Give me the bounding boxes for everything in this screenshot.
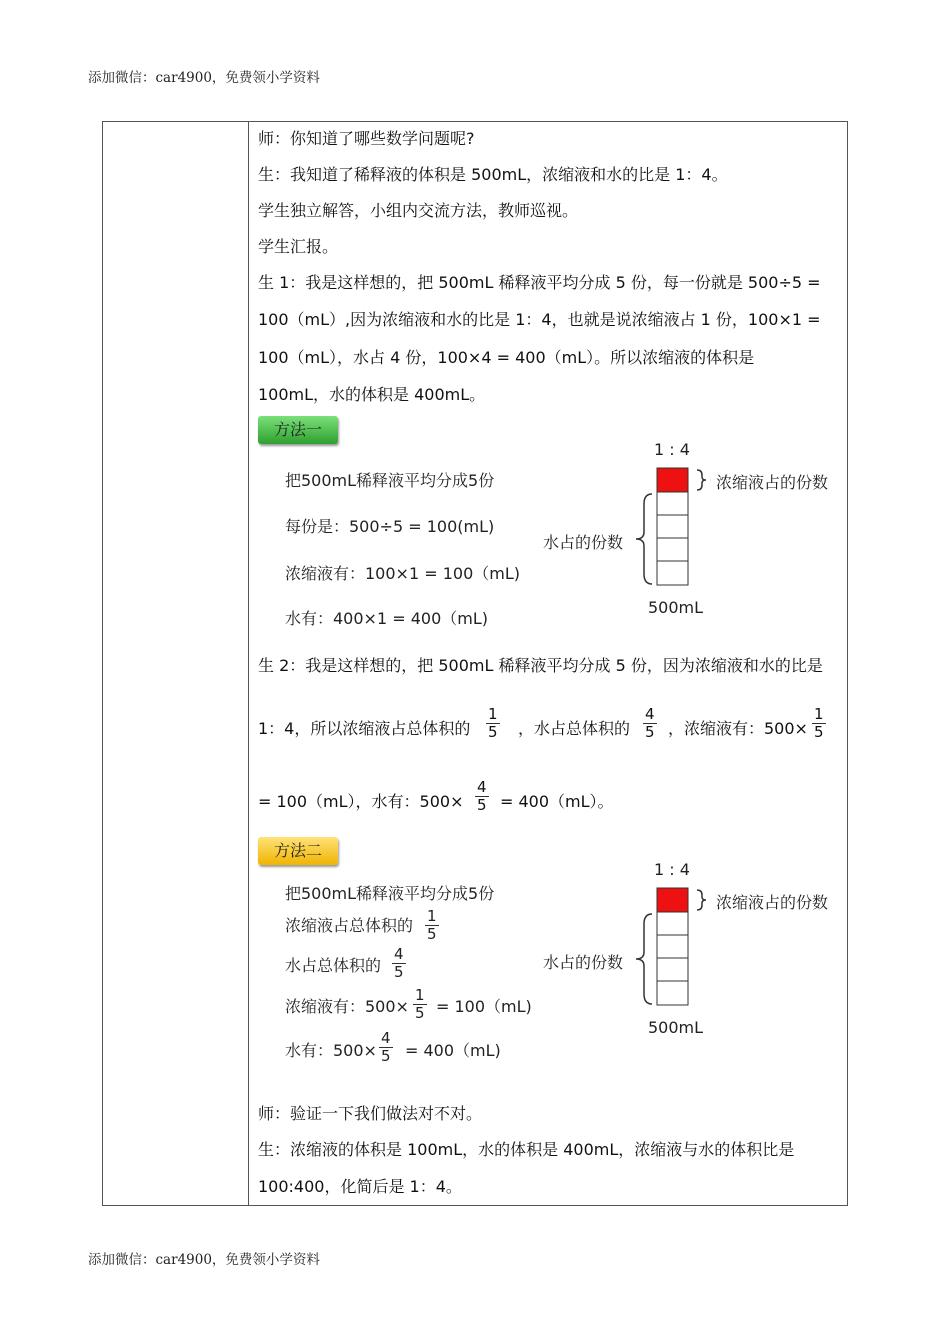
method1-step1: 把500mL稀释液平均分成5份 xyxy=(285,471,495,490)
fraction-one-fifth-b: $\frac{1}{5}$ xyxy=(814,705,824,741)
fraction-four-fifths: $\frac{4}{5}$ xyxy=(645,705,655,741)
water-part xyxy=(657,912,688,935)
method2-step4a: 浓缩液有：500× xyxy=(285,997,409,1016)
method1-badge: 方法一 xyxy=(258,416,338,444)
method2-water-label: 水占的份数 xyxy=(543,953,624,972)
method2-fraction-one-fifth-b: 1 5 xyxy=(415,986,425,1022)
water-part xyxy=(657,492,688,515)
page-footer: 添加微信：car4900，免费领小学资料 xyxy=(88,1252,320,1268)
text-student-verify: 生：浓缩液的体积是 100mL，水的体积是 400mL，浓缩液与水的体积比是 xyxy=(258,1140,795,1159)
text-teacher-verify: 师：验证一下我们做法对不对。 xyxy=(258,1104,483,1123)
water-part xyxy=(657,515,688,538)
page-header: 添加微信：car4900，免费领小学资料 xyxy=(88,70,320,86)
text-student1-line3: 100（mL），水占 4 份，100×4 = 400（mL）。所以浓缩液的体积是 xyxy=(258,348,755,367)
concentrate-brace xyxy=(697,470,706,490)
concentrate-brace xyxy=(697,890,706,910)
water-brace xyxy=(636,914,652,1004)
text-student1-line4: 100mL，水的体积是 400mL。 xyxy=(258,385,486,404)
method1-total: 500mL xyxy=(648,598,704,617)
fraction-one-fifth: $\frac{1}{5}$ xyxy=(488,705,498,741)
method1-water-label: 水占的份数 xyxy=(543,533,624,552)
water-part xyxy=(657,958,688,981)
table-column-divider xyxy=(248,121,249,1206)
method1-step2: 每份是：500÷5 = 100(mL) xyxy=(285,517,495,536)
method2-step3: 水占总体积的 xyxy=(285,956,382,975)
text-student-verify-2: 100:400，化简后是 1：4。 xyxy=(258,1177,462,1196)
text-teacher-question: 师：你知道了哪些数学问题呢? xyxy=(258,129,475,148)
method1-conc-label: 浓缩液占的份数 xyxy=(716,473,829,492)
method1-ratio: 1 : 4 xyxy=(654,440,690,459)
method1-bar-diagram xyxy=(630,466,710,588)
text-student2-part3: ，浓缩液有：500× xyxy=(668,719,808,738)
method1-step3: 浓缩液有：100×1 = 100（mL) xyxy=(285,564,520,583)
text-student1-line1: 生 1：我是这样想的，把 500mL 稀释液平均分成 5 份，每一份就是 500÷5 = xyxy=(258,273,821,292)
text-student2-line1: 生 2：我是这样想的，把 500mL 稀释液平均分成 5 份，因为浓缩液和水的比是 xyxy=(258,656,823,675)
text-report: 学生汇报。 xyxy=(258,237,339,256)
text-student2-part4: = 100（mL），水有：500× xyxy=(258,792,464,811)
method2-fraction-four-fifths: 4 5 xyxy=(394,945,404,981)
text-independent-work: 学生独立解答，小组内交流方法，教师巡视。 xyxy=(258,201,579,220)
method2-step1: 把500mL稀释液平均分成5份 xyxy=(285,884,495,903)
concentrate-part xyxy=(657,888,688,912)
method2-step5a: 水有：500× xyxy=(285,1041,377,1060)
method2-step4b: = 100（mL) xyxy=(436,997,532,1016)
method2-total: 500mL xyxy=(648,1018,704,1037)
water-part xyxy=(657,935,688,958)
text-student1-line2: 100（mL）,因为浓缩液和水的比是 1：4，也就是说浓缩液占 1 份，100×1 = xyxy=(258,310,821,329)
method2-bar-diagram xyxy=(630,886,710,1008)
method2-step2: 浓缩液占总体积的 xyxy=(285,916,414,935)
text-student2-part1: 1：4，所以浓缩液占总体积的 xyxy=(258,719,471,738)
concentrate-part xyxy=(657,468,688,492)
method2-badge: 方法二 xyxy=(258,837,338,865)
method2-step5b: = 400（mL) xyxy=(405,1041,501,1060)
water-brace xyxy=(636,494,652,584)
water-part xyxy=(657,561,688,585)
water-part xyxy=(657,538,688,561)
method2-conc-label: 浓缩液占的份数 xyxy=(716,893,829,912)
method1-step4: 水有：400×1 = 400（mL) xyxy=(285,609,488,628)
water-part xyxy=(657,981,688,1005)
method2-fraction-four-fifths-b: 4 5 xyxy=(381,1029,391,1065)
method2-fraction-one-fifth: 1 5 xyxy=(427,907,437,943)
text-student2-part2: ，水占总体积的 xyxy=(518,719,631,738)
fraction-four-fifths-b: $\frac{4}{5}$ xyxy=(477,778,487,814)
text-student-answer: 生：我知道了稀释液的体积是 500mL，浓缩液和水的比是 1：4。 xyxy=(258,165,728,184)
text-student2-part5: = 400（mL）。 xyxy=(500,792,614,811)
method2-ratio: 1 : 4 xyxy=(654,860,690,879)
